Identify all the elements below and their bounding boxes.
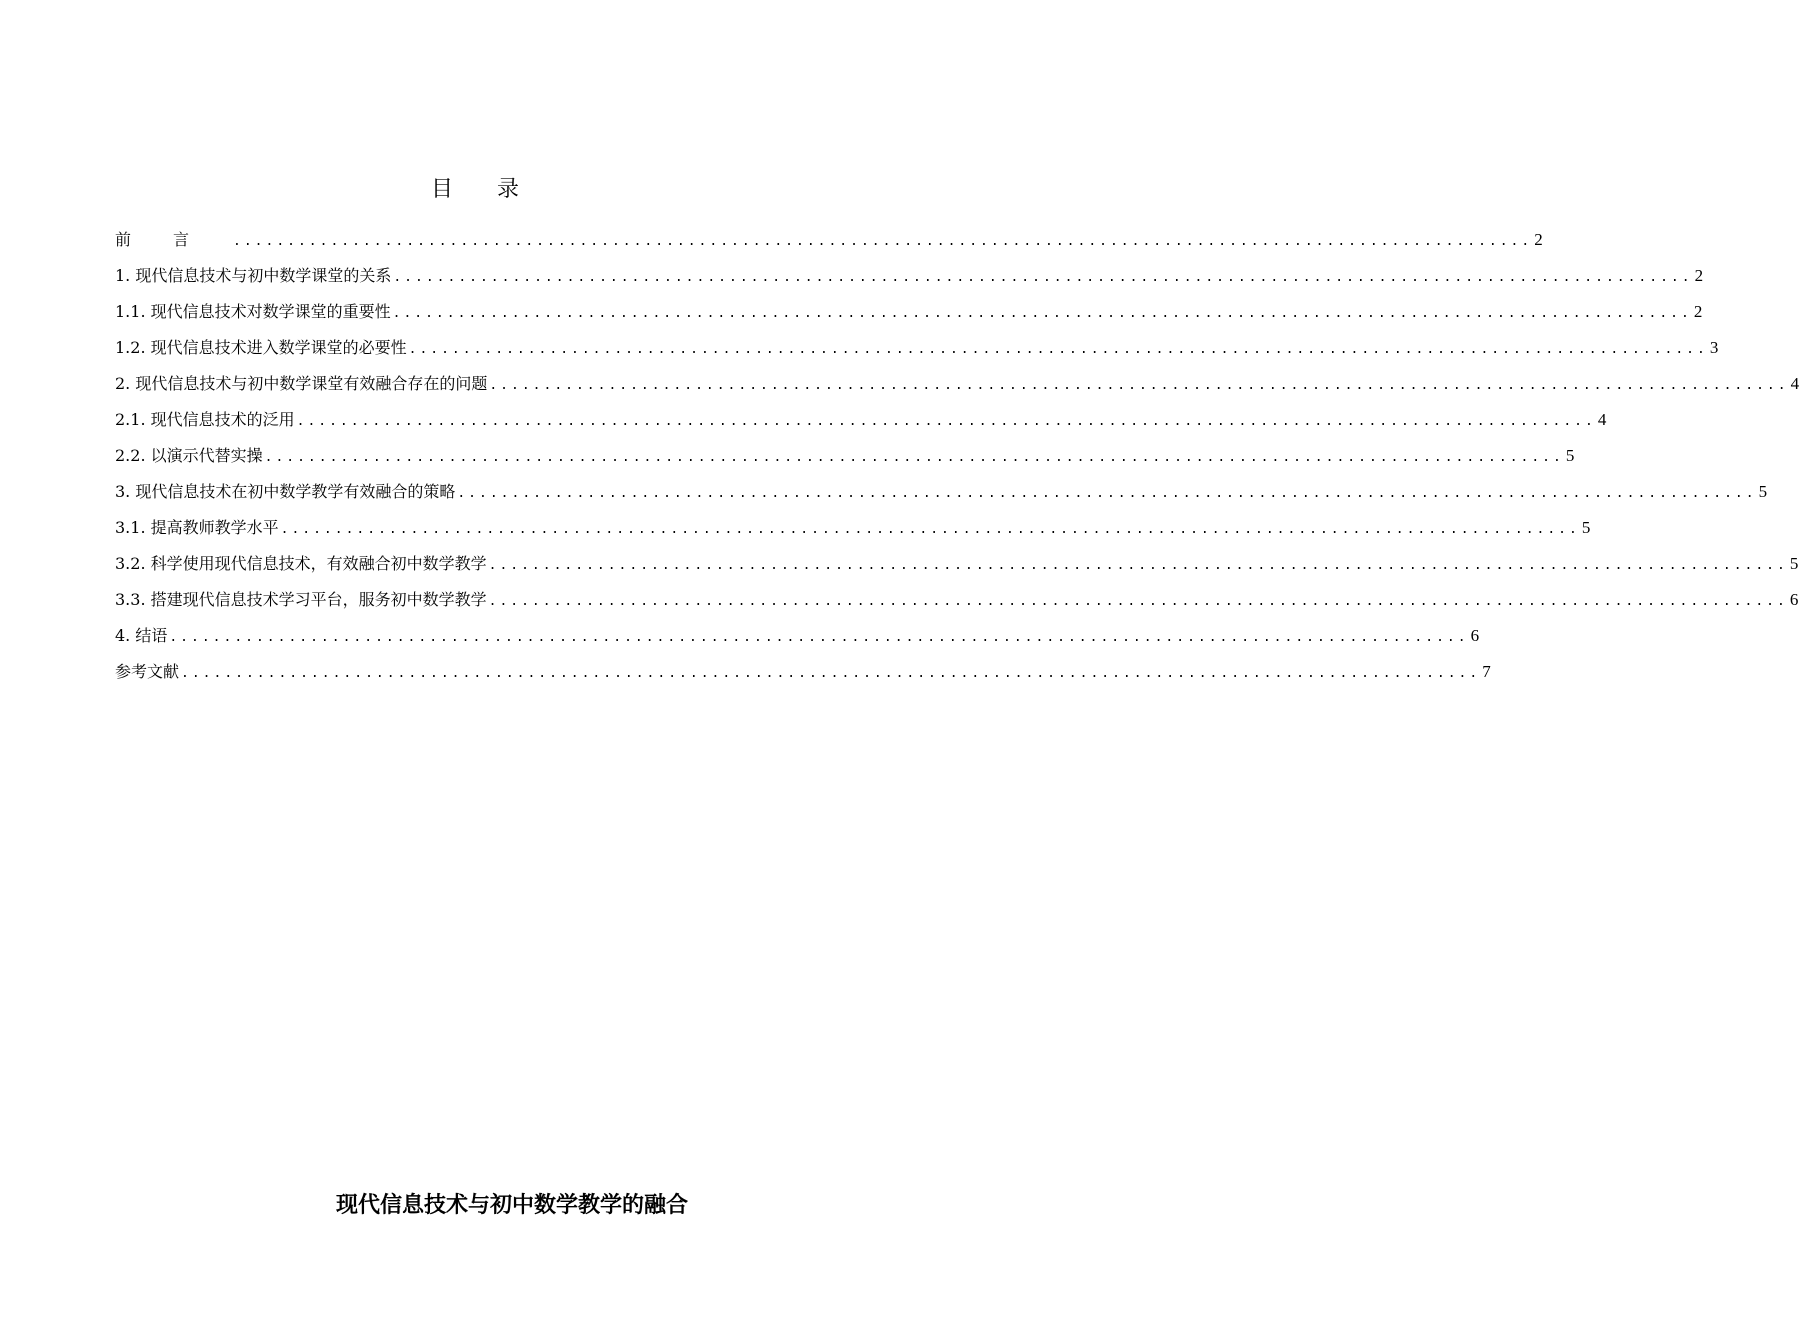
toc-entry[interactable] [115, 334, 1719, 370]
toc-entry[interactable] [115, 658, 1491, 694]
toc-entry[interactable] [115, 406, 1607, 442]
toc-entry-label: 3. 现代信息技术在初中数学教学有效融合的策略 [115, 482, 456, 501]
toc-entry[interactable] [115, 586, 1799, 622]
toc-entry-label-text: 前言 [115, 230, 232, 249]
toc-page-number: 6 [1470, 626, 1480, 645]
toc-page-number: 2 [1693, 302, 1703, 321]
toc-leader-dots: ........................................................................................................................ [296, 414, 1596, 429]
toc-page-number: 4 [1790, 374, 1799, 393]
toc-leader-dots: ........................................................................................................................ [280, 522, 1580, 537]
toc-leader-dots: ........................................................................................................................ [457, 486, 1757, 501]
toc-entry[interactable] [115, 514, 1591, 550]
toc-entry-label: 2. 现代信息技术与初中数学课堂有效融合存在的问题 [115, 374, 488, 393]
toc-entry-label: 3.2. 科学使用现代信息技术，有效融合初中数学教学 [115, 554, 487, 573]
toc-leader-dots: ........................................................................................................................ [488, 558, 1788, 573]
toc-entry-label: 3.3. 搭建现代信息技术学习平台，服务初中数学教学 [115, 590, 487, 609]
toc-leader-dots: ........................................................................................................................ [181, 666, 1481, 681]
toc-page-number: 5 [1789, 554, 1799, 573]
toc-entry[interactable] [115, 478, 1768, 514]
toc-entry-label: 1.1. 现代信息技术对数学课堂的重要性 [115, 302, 391, 321]
toc-page-number: 5 [1565, 446, 1575, 465]
toc-page-number: 7 [1482, 662, 1491, 681]
toc-entry[interactable] [115, 622, 1480, 658]
toc-entry-label: 1. 现代信息技术与初中数学课堂的关系 [115, 266, 392, 285]
toc-entry-label: 2.2. 以演示代替实操 [115, 446, 263, 465]
toc-entry-label: 1.2. 现代信息技术进入数学课堂的必要性 [115, 338, 407, 357]
toc-leader-dots: ........................................................................................................................ [392, 306, 1692, 321]
toc-leader-dots: ........................................................................................................................ [264, 450, 1564, 465]
toc-entry-label: 4. 结语 [115, 626, 168, 645]
toc-entry-label: 2.1. 现代信息技术的泛用 [115, 410, 295, 429]
toc-page-number: 2 [1694, 266, 1704, 285]
toc-leader-dots: ........................................................................................................................ [169, 630, 1469, 645]
toc-entry-label [115, 226, 231, 254]
toc-page-number: 5 [1758, 482, 1768, 501]
toc-page-number: 3 [1709, 338, 1719, 357]
toc-leader-dots: ........................................................................................................................ [408, 342, 1708, 357]
toc-title [0, 174, 950, 206]
toc-entry[interactable] [115, 298, 1703, 334]
toc-leader-dots: ........................................................................................................................ [233, 234, 1533, 249]
toc-entry[interactable] [115, 550, 1799, 586]
toc-page-number: 2 [1534, 230, 1543, 249]
toc-entry-label: 参考文献 [115, 662, 180, 681]
toc-entry[interactable] [115, 442, 1575, 478]
toc-title-left: 目 [430, 177, 453, 202]
table-of-contents [115, 226, 1799, 694]
toc-leader-dots: ........................................................................................................................ [489, 378, 1789, 393]
toc-entry[interactable] [115, 262, 1704, 298]
toc-title-right: 录 [497, 177, 520, 202]
toc-page-number: 6 [1789, 590, 1799, 609]
toc-leader-dots: ........................................................................................................................ [488, 594, 1788, 609]
document-heading: 现代信息技术与初中数学教学的融合 [335, 1193, 688, 1218]
toc-page-number: 4 [1597, 410, 1607, 429]
toc-entry-label: 3.1. 提高教师教学水平 [115, 518, 279, 537]
toc-entry[interactable] [115, 370, 1799, 406]
toc-entry-preface[interactable] [115, 226, 1543, 262]
toc-page-number: 5 [1581, 518, 1591, 537]
toc-leader-dots: ........................................................................................................................ [393, 270, 1693, 285]
